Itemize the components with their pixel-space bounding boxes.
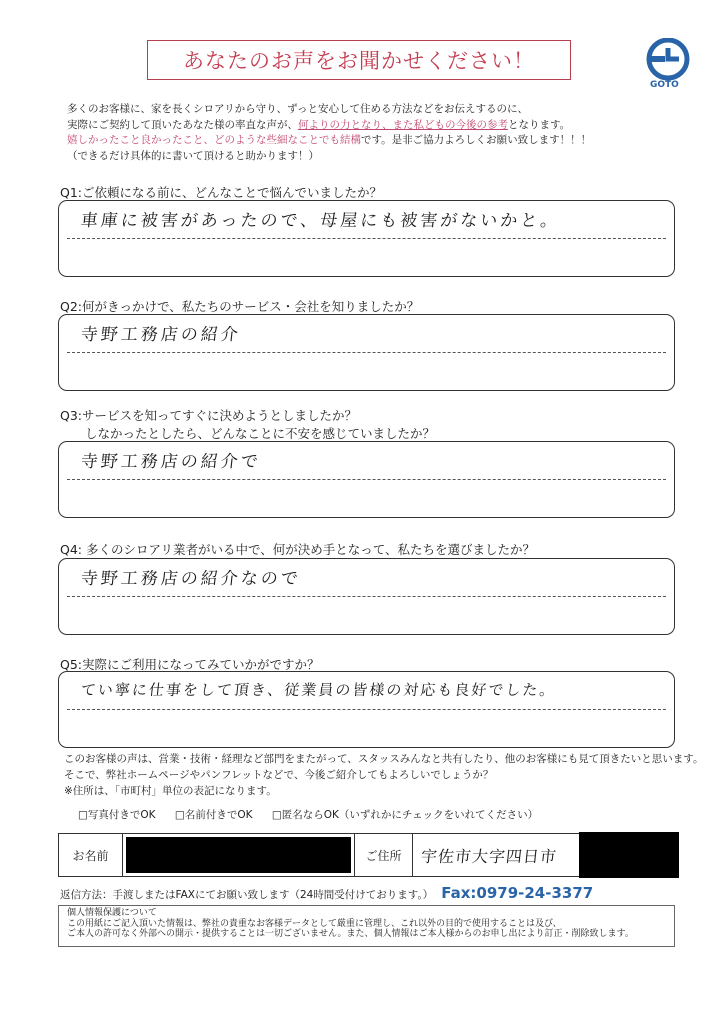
logo-text: GOTO	[650, 80, 679, 90]
question-4-label: Q4: 多くのシロアリ業者がいる中で、何が決め手となって、私たちを選びましたか？	[60, 542, 535, 557]
fax-number: Fax:0979-24-3377	[441, 884, 594, 902]
checkbox-photo-ok[interactable]: □写真付きでOK	[78, 809, 156, 821]
privacy-notice: 個人情報保護について この用紙にご記入頂いた情報は、弊社の貴重なお客様データとして厳重に管理し、これ以外の目的で使用することは及び、 ご本人の許可なく外部への開示・提供することは一切ございません。また、個人情報はご本人様からのお申し出により訂正・削除致します。	[58, 905, 675, 947]
address-label: ご住所	[355, 834, 413, 876]
checkbox-anonymous-ok[interactable]: □匿名ならOK（いずれかにチェックをいれてください）	[271, 809, 539, 821]
address-value: 宇佐市大字四日市	[419, 846, 558, 866]
address-field[interactable]	[413, 834, 677, 876]
name-field[interactable]	[123, 834, 355, 876]
answer-3-text: 寺野工務店の紹介で	[79, 452, 262, 472]
answer-box-5[interactable]	[58, 671, 675, 748]
answer-box-1[interactable]	[58, 200, 675, 277]
page-title: あなたのお声をお聞かせください！	[147, 40, 571, 80]
redacted-name	[126, 837, 351, 873]
question-2-label: Q2:何がきっかけで、私たちのサービス・会社を知りましたか？	[60, 299, 420, 314]
redacted-address	[579, 832, 679, 878]
answer-2-text: 寺野工務店の紹介	[79, 325, 242, 345]
customer-info-table	[58, 833, 678, 877]
checkbox-name-ok[interactable]: □名前付きでOK	[174, 809, 253, 821]
reply-method: 返信方法：手渡しまたはFAXにてお願い致します（24時間受付けております。） Fax:0979-24-3377	[60, 884, 594, 902]
answer-box-4[interactable]	[58, 558, 675, 635]
answer-box-2[interactable]	[58, 314, 675, 391]
intro-text: 多くのお客様に、家を長くシロアリから守り、ずっと安心して住める方法などをお伝えするのに、 実際にご契約して頂いたあなた様の率直な声が、何よりの力となり、また私どもの今後の参考となります。 嬉しかったこと良かったこと、どのような些細なことでも結構です。是非ご協力よろしくお願い致します！！！ （できるだけ具体的に書いて頂けると助かります！）	[67, 103, 592, 162]
question-3-label-2: しなかったとしたら、どんなことに不安を感じていましたか？	[85, 426, 436, 441]
question-5-label: Q5:実際にご利用になってみていかがですか？	[60, 657, 320, 672]
answer-5-text: てい寧に仕事をして頂き、従業員の皆様の対応も良好でした。	[80, 681, 558, 699]
name-label: お名前	[59, 834, 123, 876]
question-1-label: Q1:ご依頼になる前に、どんなことで悩んでいましたか？	[60, 185, 383, 200]
question-3-label: Q3:サービスを知ってすぐに決めようとしましたか？	[60, 408, 358, 423]
answer-1-text: 車庫に被害があったので、母屋にも被害がないかと。	[79, 211, 562, 231]
answer-box-3[interactable]	[58, 441, 675, 518]
answer-4-text: 寺野工務店の紹介なので	[79, 569, 302, 589]
consent-checkboxes	[78, 807, 554, 822]
consent-notes: このお客様の声は、営業・技術・経理など部門をまたがって、スタッスみんなと共有したり、他のお客様にも見て頂きたいと思います。 そこで、弊社ホームページやパンフレットなどで、今後ご紹介してもよろしいでしょうか？ ※住所は、「市町村」単位の表記になります。	[64, 753, 704, 797]
